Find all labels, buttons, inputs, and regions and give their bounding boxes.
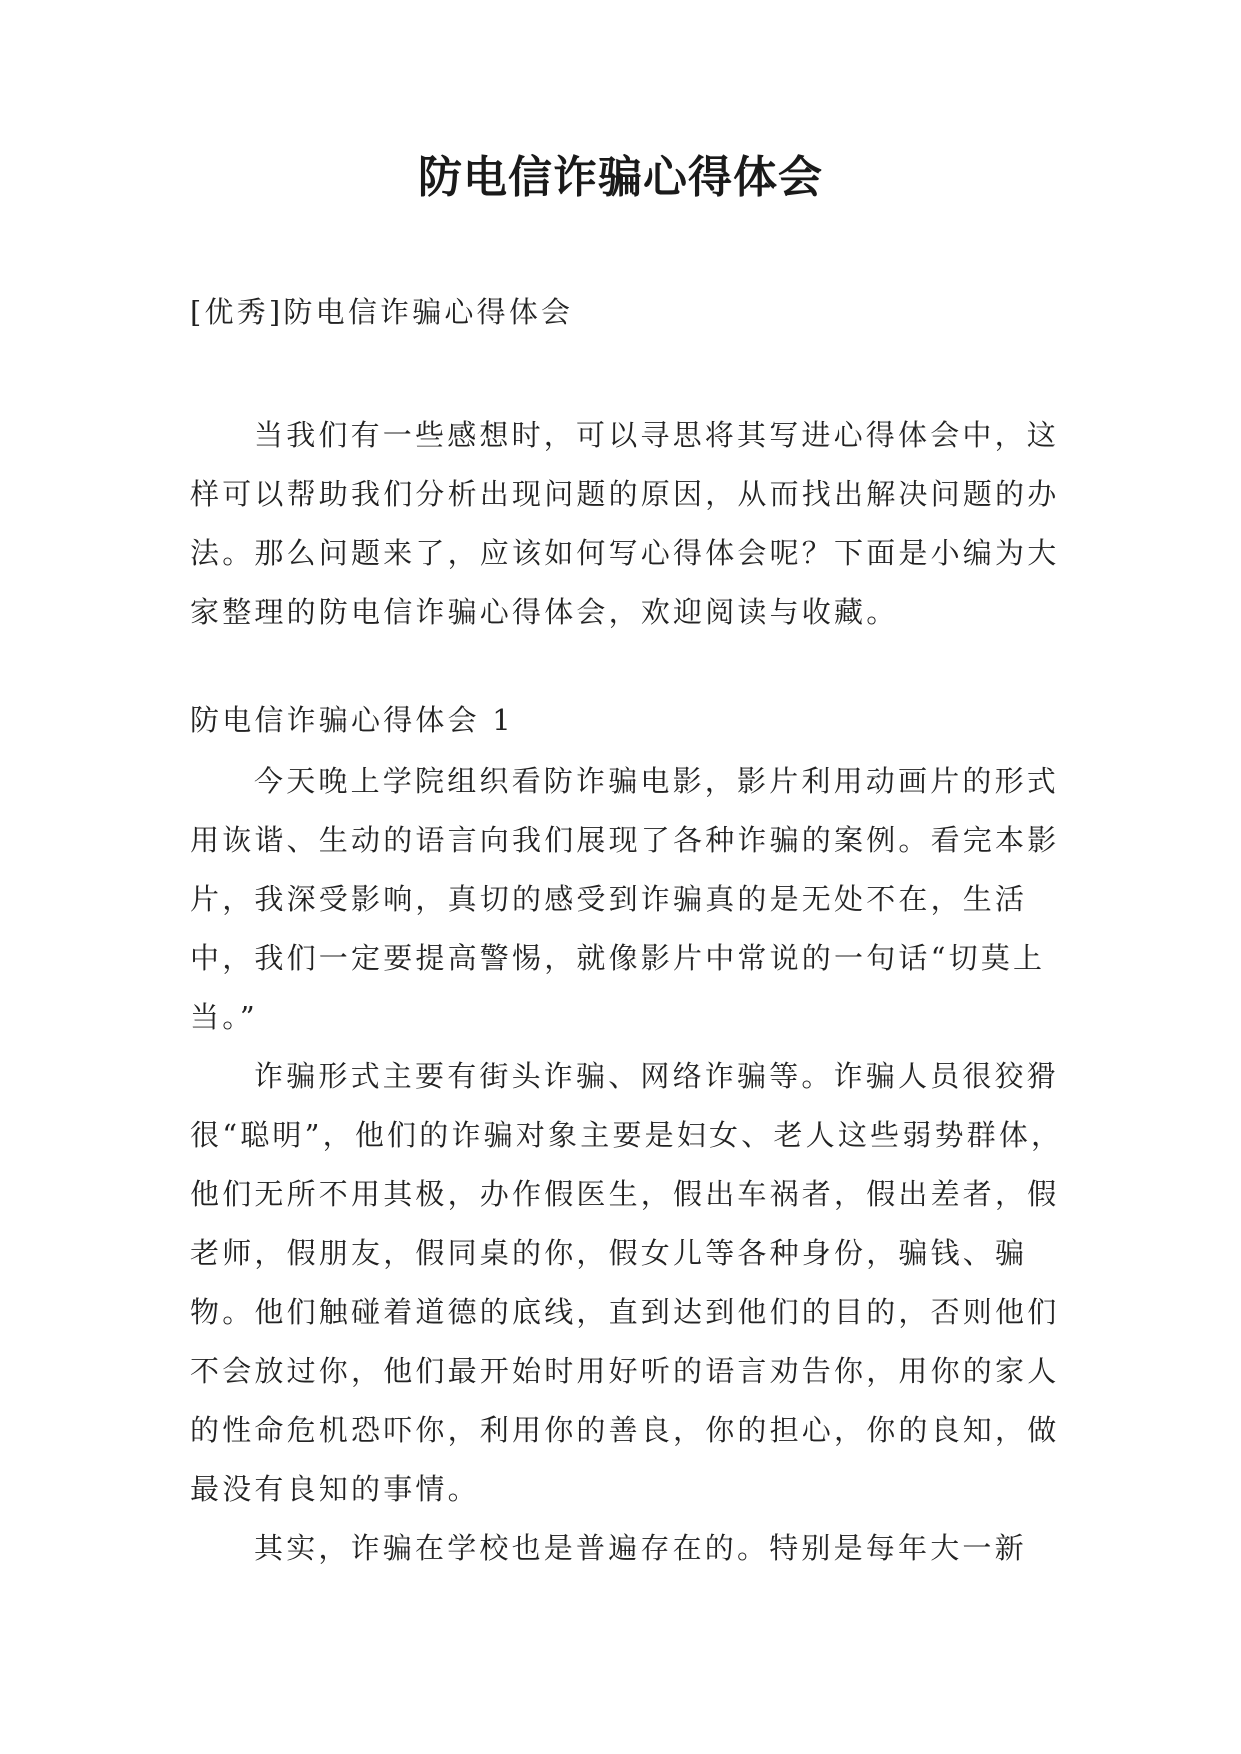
section-heading: 防电信诈骗心得体会 1 bbox=[190, 703, 514, 737]
intro-paragraph: 当我们有一些感想时，可以寻思将其写进心得体会中，这样可以帮助我们分析出现问题的原因，从而找出解决问题的办法。那么问题来了，应该如何写心得体会呢？下面是小编为大家整理的防电信诈骗心得体会，欢迎阅读与收藏。 bbox=[190, 418, 1060, 629]
document-subtitle: [优秀]防电信诈骗心得体会 bbox=[190, 295, 574, 329]
document-title: 防电信诈骗心得体会 bbox=[418, 152, 823, 203]
body-paragraph: 其实，诈骗在学校也是普遍存在的。特别是每年大一新 bbox=[254, 1531, 1027, 1565]
section-body bbox=[190, 752, 1070, 1578]
body-paragraph: 今天晚上学院组织看防诈骗电影，影片利用动画片的形式用诙谐、生动的语言向我们展现了各种诈骗的案例。看完本影片，我深受影响，真切的感受到诈骗真的是无处不在，生活中，我们一定要提高警惕，就像影片中常说的一句话“切莫上当。” bbox=[190, 764, 1060, 1034]
body-paragraph: 诈骗形式主要有街头诈骗、网络诈骗等。诈骗人员很狡猾很“聪明”，他们的诈骗对象主要是妇女、老人这些弱势群体，他们无所不用其极，办作假医生，假出车祸者，假出差者，假老师，假朋友，假同桌的你，假女儿等各种身份，骗钱、骗物。他们触碰着道德的底线，直到达到他们的目的，否则他们不会放过你，他们最开始时用好听的语言劝告你，用你的家人的性命危机恐吓你，利用你的善良，你的担心，你的良知，做最没有良知的事情。 bbox=[190, 1059, 1064, 1506]
